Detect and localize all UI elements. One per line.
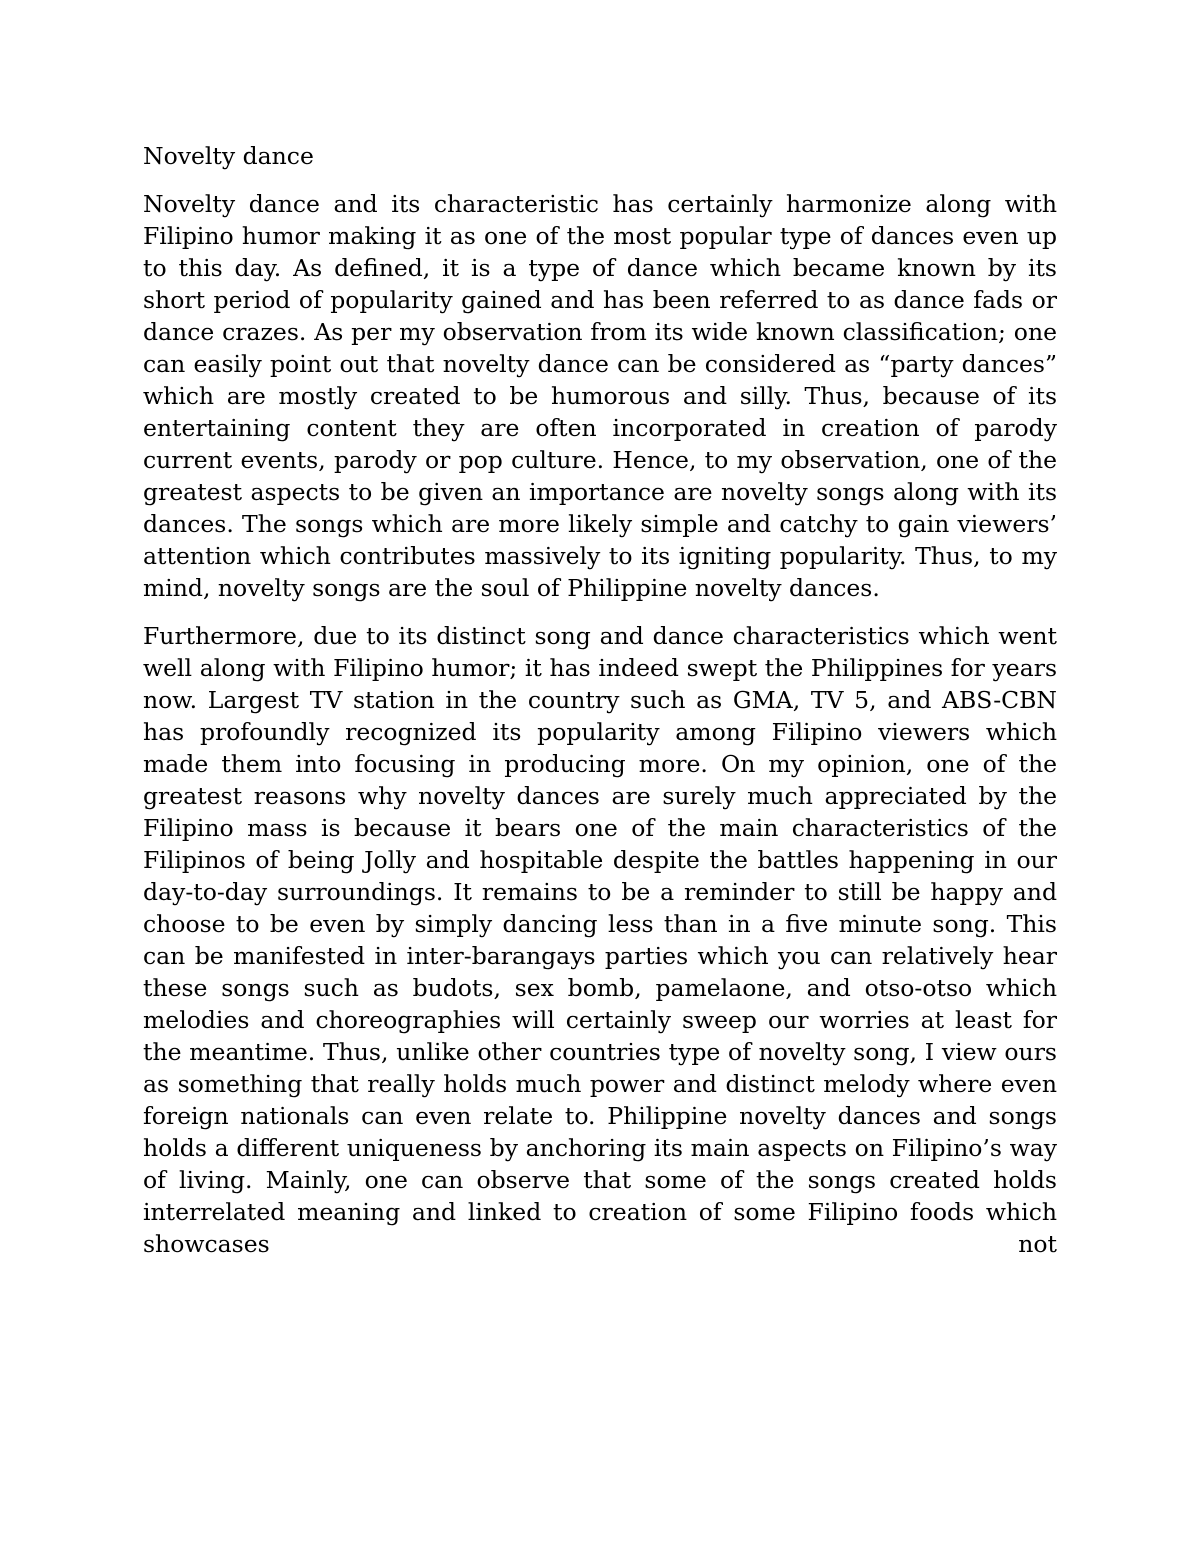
document-title: Novelty dance: [143, 142, 314, 170]
document-body: [143, 140, 1057, 1276]
paragraph-1: Novelty dance and its characteristic has certainly harmonize along with Filipino humor making it as one of the most popular type of dances even up to this day. As defined, it is a type of dance which became known by its short period of popularity gained and has been referred to as dance fads or dance crazes. As per my observation from its wide known classification; one can easily point out that novelty dance can be considered as “party dances” which are mostly created to be humorous and silly. Thus, because of its entertaining content they are often incorporated in creation of parody current events, parody or pop culture. Hence, to my observation, one of the greatest aspects to be given an importance are novelty songs along with its dances. The songs which are more likely simple and catchy to gain viewers’ attention which contributes massively to its igniting popularity. Thus, to my mind, novelty songs are the soul of Philippine novelty dances.: [143, 190, 1057, 602]
paragraph-2: Furthermore, due to its distinct song and dance characteristics which went well along with Filipino humor; it has indeed swept the Philippines for years now. Largest TV station in the country such as GMA, TV 5, and ABS-CBN has profoundly recognized its popularity among Filipino viewers which made them into focusing in producing more. On my opinion, one of the greatest reasons why novelty dances are surely much appreciated by the Filipino mass is because it bears one of the main characteristics of the Filipinos of being Jolly and hospitable despite the battles happening in our day-to-day surroundings. It remains to be a reminder to still be happy and choose to be even by simply dancing less than in a five minute song. This can be manifested in inter-barangays parties which you can relatively hear these songs such as budots, sex bomb, pamelaone, and otso-otso which melodies and choreographies will certainly sweep our worries at least for the meantime. Thus, unlike other countries type of novelty song, I view ours as something that really holds much power and distinct melody where even foreign nationals can even relate to. Philippine novelty dances and songs holds a different uniqueness by anchoring its main aspects on Filipino’s way of living. Mainly, one can observe that some of the songs created holds interrelated meaning and linked to creation of some Filipino foods which showcases not: [143, 622, 1057, 1258]
